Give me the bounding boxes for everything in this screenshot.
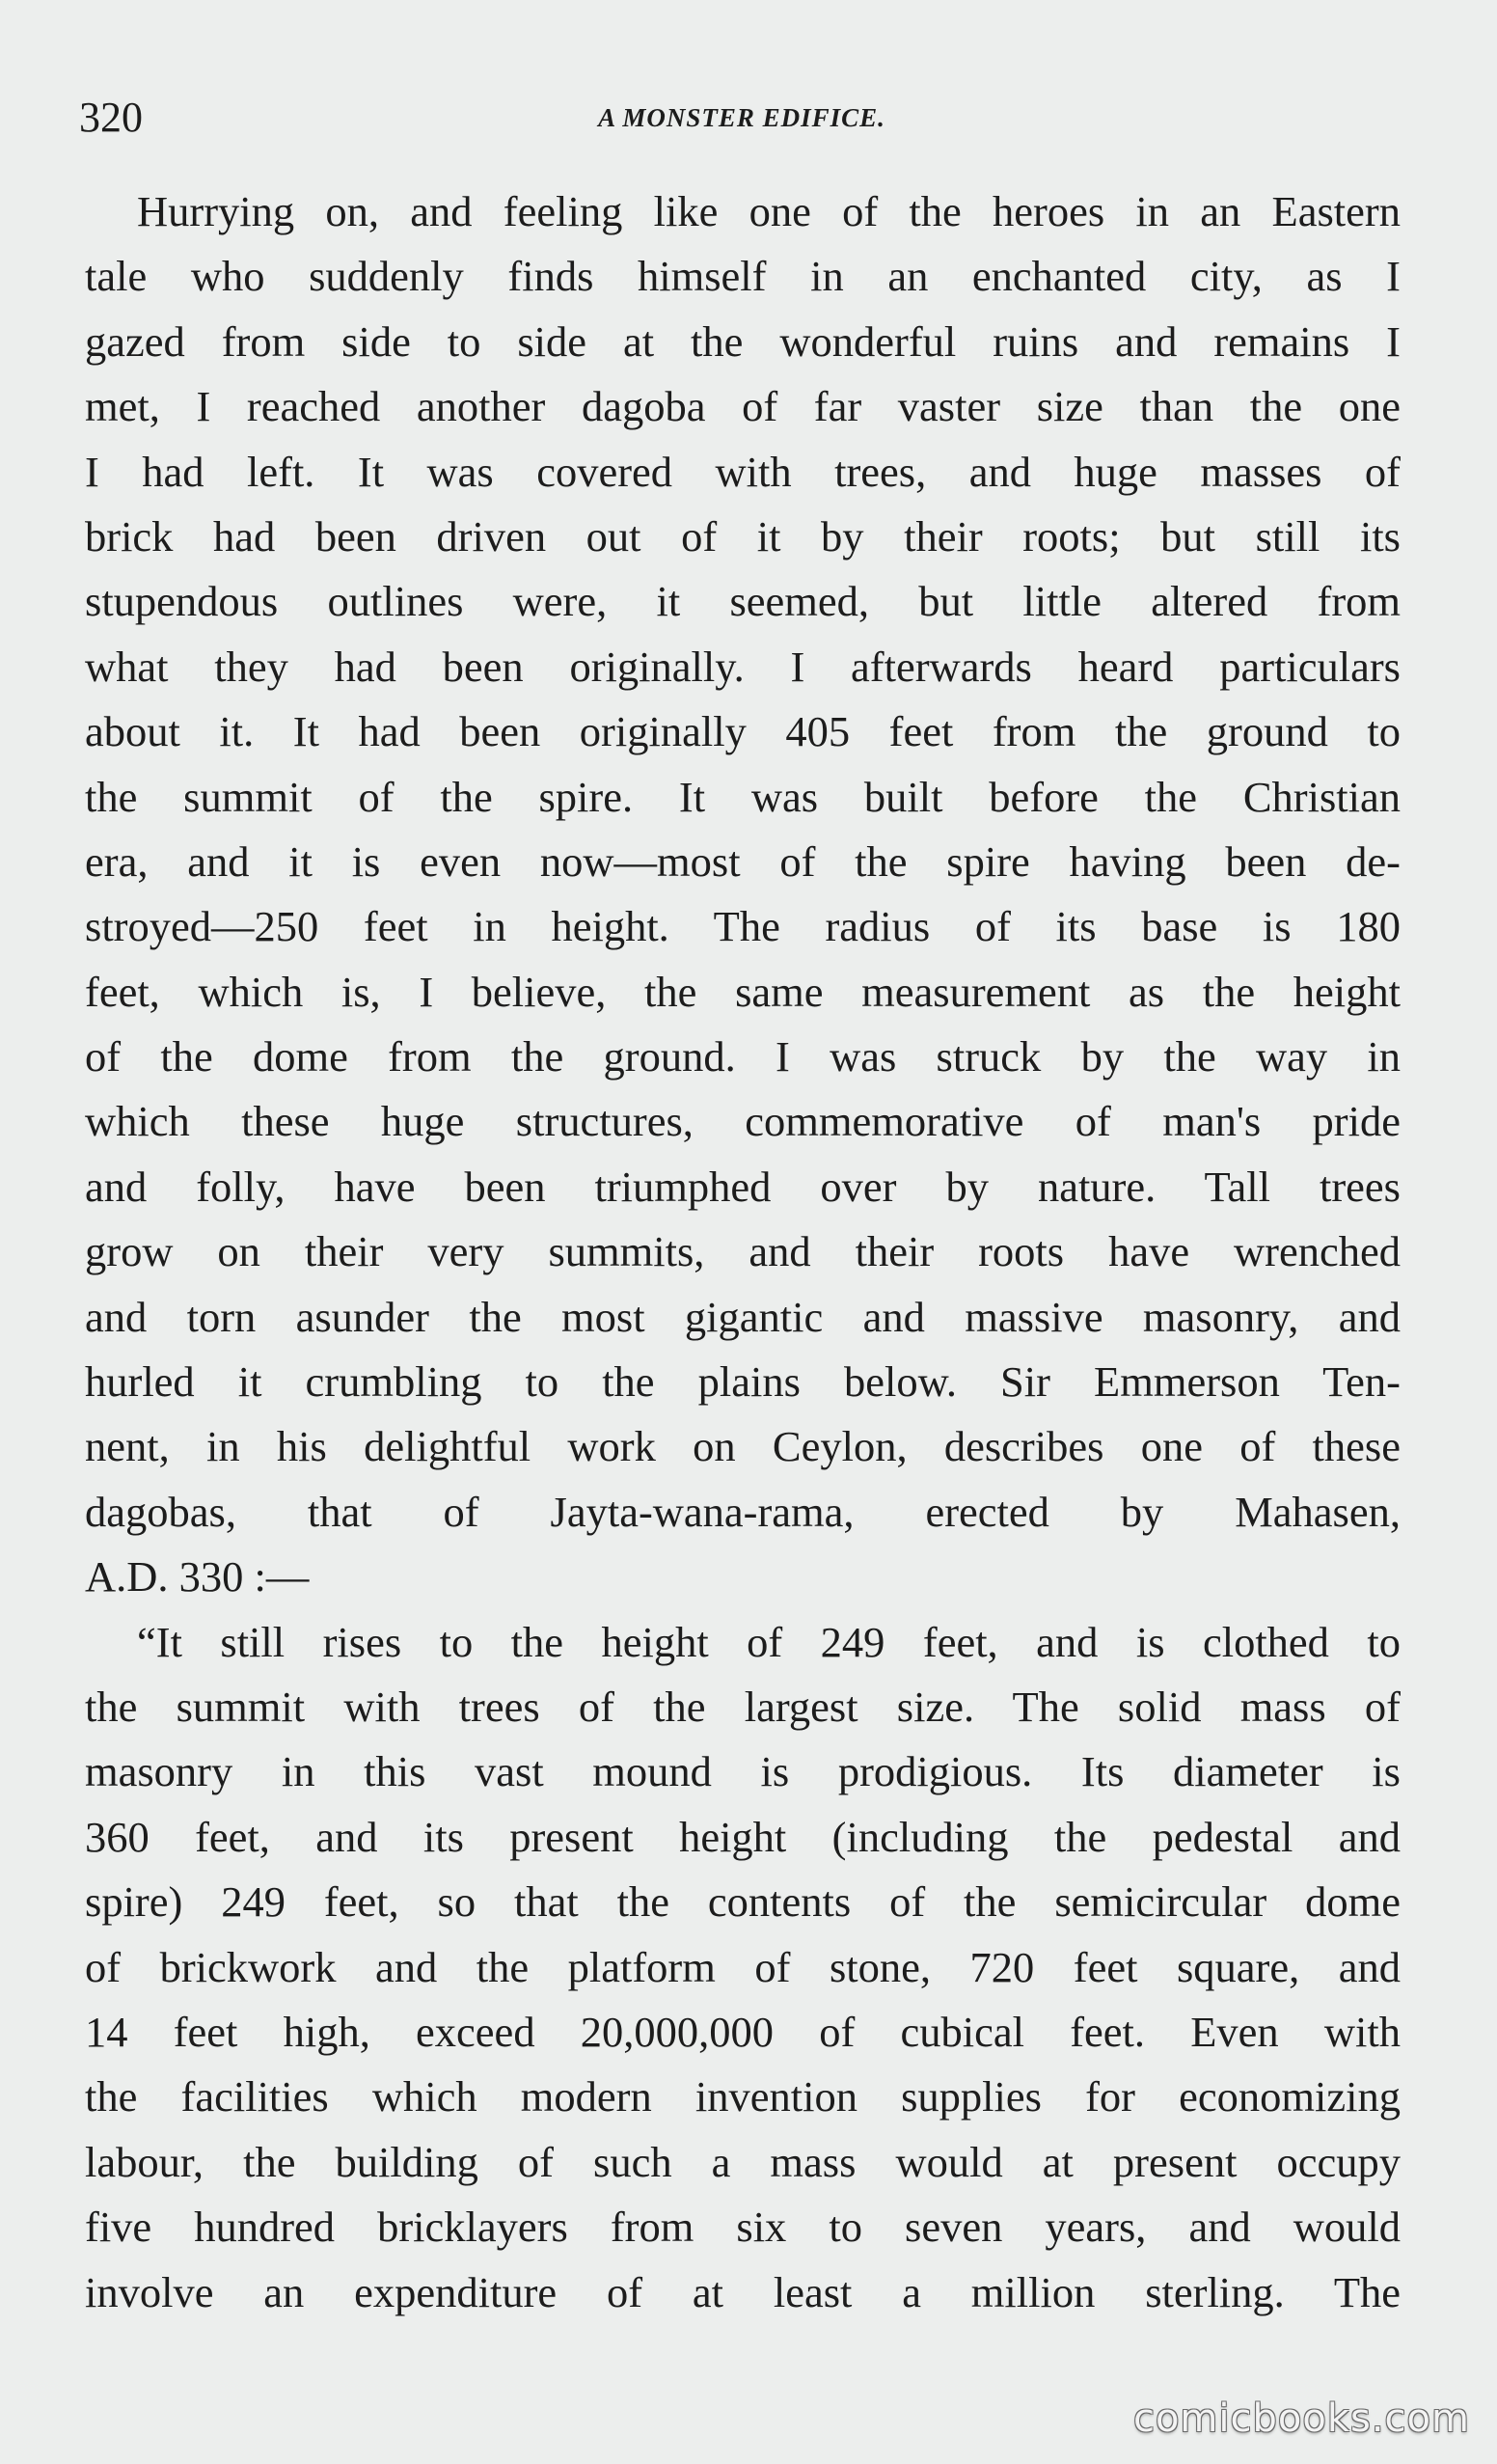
quote-line: involve an expenditure of at least a million sterling. The [85,2267,1401,2316]
text-line: met, I reached another dagoba of far vaster size than the one [85,382,1401,431]
quote-line: 14 feet high, exceed 20,000,000 of cubical feet. Even with [85,2007,1401,2056]
quote-line: the summit with trees of the largest size. The solid mass of [85,1682,1401,1731]
text-line: I had left. It was covered with trees, and huge masses of [85,447,1401,496]
text-line: feet, which is, I believe, the same measurement as the height [85,967,1401,1016]
text-line: brick had been driven out of it by their roots; but still its [85,511,1401,561]
quote-line: five hundred bricklayers from six to seven years, and would [85,2203,1401,2252]
quote-line: the facilities which modern invention supplies for economizing [85,2072,1401,2122]
text-line: era, and it is even now—most of the spire having been de- [85,836,1401,886]
text-line: Hurrying on, and feeling like one of the heroes in an Eastern [137,187,1401,235]
quote-line: of brickwork and the platform of stone, 720 feet square, and [85,1942,1401,1991]
text-line: A.D. 330 :— [85,1552,310,1602]
text-line: what they had been originally. I afterwards heard particulars [85,642,1401,691]
text-line: and folly, have been triumphed over by nature. Tall trees [85,1162,1401,1211]
text-line: nent, in his delightful work on Ceylon, describes one of these [85,1422,1401,1471]
watermark: comicbooks.com [1132,2396,1470,2441]
quote-line: labour, the building of such a mass would at present occupy [85,2137,1401,2186]
page-number: 320 [79,94,143,141]
quote-line: spire) 249 feet, so that the contents of the semicircular dome [85,1877,1401,1927]
text-line: hurled it crumbling to the plains below. Sir Emmerson Ten- [85,1357,1401,1407]
quote-line: “It still rises to the height of 249 feet, and is clothed to [137,1617,1401,1666]
text-line: tale who suddenly finds himself in an enchanted city, as I [85,252,1401,301]
text-line: and torn asunder the most gigantic and massive masonry, and [85,1292,1401,1341]
text-line: stupendous outlines were, it seemed, but little altered from [85,577,1401,626]
quote-line: 360 feet, and its present height (including the pedestal and [85,1812,1401,1861]
text-line: gazed from side to side at the wonderful ruins and remains I [85,316,1401,366]
text-line: about it. It had been originally 405 feet from the ground to [85,707,1401,756]
text-line: stroyed—250 feet in height. The radius of its base is 180 [85,902,1401,951]
page-header [79,89,1404,147]
text-line: grow on their very summits, and their roots have wrenched [85,1227,1401,1276]
text-line: the summit of the spire. It was built before the Christian [85,772,1401,821]
text-line: of the dome from the ground. I was struck by the way in [85,1032,1401,1081]
quote-line: masonry in this vast mound is prodigious. Its diameter is [85,1747,1401,1796]
text-line: which these huge structures, commemorative of man's pride [85,1097,1401,1146]
body-text [85,179,1401,2325]
running-head: A MONSTER EDIFICE. [598,103,885,132]
text-line: dagobas, that of Jayta-wana-rama, erected by Mahasen, [85,1487,1401,1536]
